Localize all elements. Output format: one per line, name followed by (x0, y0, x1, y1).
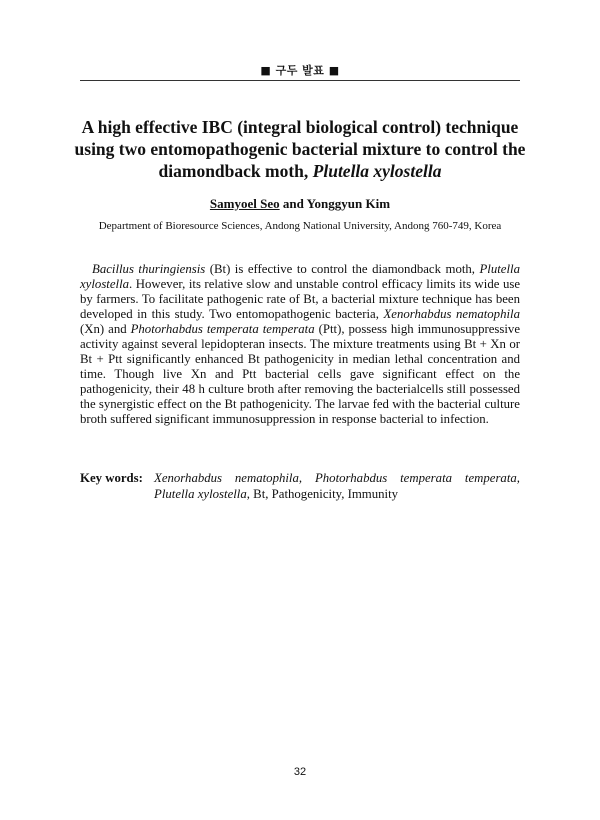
abstract-species-4: Photorhabdus temperata temperata (130, 322, 315, 336)
abstract-text-3: (Xn) and (80, 322, 131, 336)
page-number: 32 (293, 766, 307, 778)
abstract-text-2: . However, its relative slow and unstable control efficacy limits its wide use by farmers. To facilitate pathogenic rate of Bt, a bacterial mixture technique has been developed in this study. Two entomopathogenic bacteria, (80, 277, 520, 321)
section-header: ■ 구두 발표 ■ (260, 64, 340, 77)
abstract-species-2: Plutella xylostella (80, 262, 520, 291)
keywords-rest: , Bt, Pathogenicity, Immunity (246, 487, 399, 501)
abstract-paragraph (80, 262, 520, 427)
paper-title (70, 116, 530, 182)
affiliation: Department of Bioresource Sciences, Andong National University, Andong 760-749, Korea (98, 220, 502, 232)
abstract-text-4: (Ptt), possess high immunosuppressive activity against several lepidopteran insects. The mixture treatments using Bt + Xn or Bt + Ptt significantly enhanced Bt pathogenicity in median lethal concentration and time. Though live Xn and Ptt bacterial cells gave significant effect on the pathogenicity, their 48 h culture broth after removing the bacterialcells still possessed the synergistic effect on the Bt pathogenicity. The larvae fed with the bacterial culture broth suffered significant immunosuppression in response bacterial to infection. (80, 322, 520, 426)
keywords-label: Key words: (80, 471, 143, 485)
author-connector: and (279, 196, 307, 211)
abstract-species-1: Bacillus thuringiensis (92, 262, 206, 276)
keywords-block (80, 470, 520, 502)
keywords-list (154, 470, 520, 502)
author-line (0, 196, 600, 212)
header-rule (80, 80, 520, 81)
abstract-text-1: (Bt) is effective to control the diamondback moth, (205, 262, 480, 276)
keywords-species: Xenorhabdus nematophila, Photorhabdus temperata temperata, Plutella xylostella (154, 471, 520, 501)
title-text: A high effective IBC (integral biological control) technique using two entomopathogenic bacterial mixture to control the diamondback moth, (74, 117, 526, 181)
author-second: Yonggyun Kim (306, 196, 391, 211)
author-first: Samyoel Seo (209, 196, 280, 211)
abstract-species-3: Xenorhabdus nematophila (383, 307, 520, 321)
title-species: Plutella xylostella (312, 161, 442, 181)
